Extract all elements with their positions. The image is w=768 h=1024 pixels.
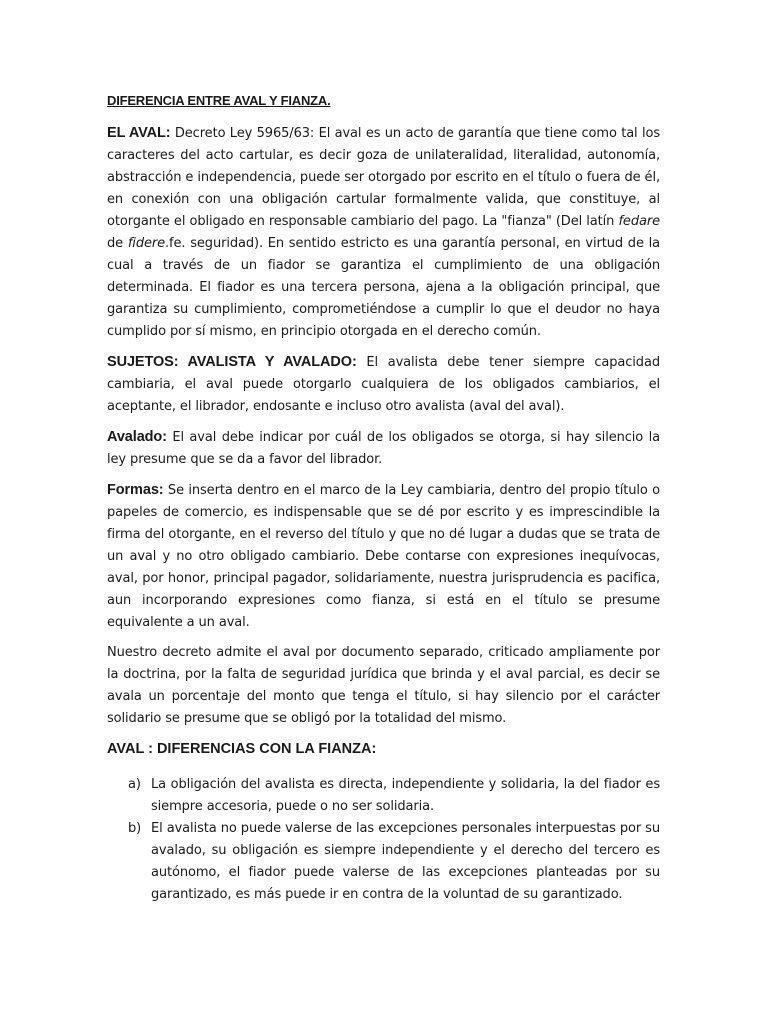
list-item-text: La obligación del avalista es directa, independiente y solidaria, la del fiador es siempre accesoria, puede o no ser solidaria. [151,777,660,814]
paragraph-lead: EL AVAL: [107,125,171,141]
paragraph-lead: SUJETOS: AVALISTA Y AVALADO: [107,354,357,370]
paragraph-lead: Avalado: [107,429,167,445]
list-item [107,774,660,818]
paragraph-formas [107,479,660,634]
paragraph-decreto: Nuestro decreto admite el aval por documento separado, criticado ampliamente por la doctrina, por la falta de seguridad jurídica que brinda y el aval parcial, es decir se avala un porcentaje del monto que tenga el título, si hay silencio por el carácter solidario se presume que se obligó por la totalidad del mismo. [107,645,660,726]
list-marker: a) [128,777,141,792]
paragraph-sujetos [107,351,660,418]
paragraph-text: Decreto Ley 5965/63: El aval es un acto de garantía que tiene como tal los caracteres del acto cartular, es decir goza de unilateralidad, literalidad, autonomía, abstracción e independencia, puede ser otorgado por escrito en el título o fuera de él, en conexión con una obligación cartular formalmente valida, que constituye, al otorgante el obligado en responsable cambiario del pago. La "fianza" (Del latín [107,126,660,229]
paragraph-text: El aval debe indicar por cuál de los obligados se otorga, si hay silencio la ley presume que se da a favor del librador. [107,430,660,467]
paragraph-lead: Formas: [107,482,164,498]
paragraph-text: .fe. seguridad). En sentido estricto es una garantía personal, en virtud de la cual a través de un fiador se garantiza el cumplimiento de una obligación determinada. El fiador es una tercera persona, ajena a la obligación principal, que garantiza su cumplimiento, comprometiéndose a cumplir lo que el deudor no haya cumplido por sí mismo, en principio otorgada en el derecho común. [107,236,660,339]
list-item-text: El avalista no puede valerse de las excepciones personales interpuestas por su avalado, su obligación es siempre independiente y el derecho del tercero es autónomo, el fiador puede valerse de las excepciones planteadas por su garantizado, es más puede ir en contra de la voluntad de su garantizado. [151,821,660,902]
italic-term: fedare [618,214,660,229]
paragraph-text: El avalista debe tener siempre capacidad cambiaria, el aval puede otorgarlo cualquiera de los obligados cambiarios, el aceptante, el librador, endosante e incluso otro avalista (aval del aval). [107,355,660,414]
paragraph-el-aval [107,122,660,343]
list-marker: b) [128,821,142,836]
italic-term: fidere [127,236,166,251]
paragraph-text: Se inserta dentro en el marco de la Ley cambiaria, dentro del propio título o papeles de comercio, es indispensable que se dé por escrito y es imprescindible la firma del otorgante, en el reverso del título y que no dé lugar a dudas que se trata de un aval y no otro obligado cambiario. Debe contarse con expresiones inequívocas, aval, por honor, principal pagador, solidariamente, nuestra jurisprudencia es pacifica, aun incorporando expresiones como fianza, si está en el título se presume equivalente a un aval. [107,483,660,630]
section-heading: AVAL : DIFERENCIAS CON LA FIANZA: [107,741,377,757]
paragraph-text: de [107,236,128,251]
differences-list [107,774,660,906]
list-item [107,818,660,906]
paragraph-avalado [107,426,660,471]
document-title: DIFERENCIA ENTRE AVAL Y FIANZA. [107,93,331,108]
